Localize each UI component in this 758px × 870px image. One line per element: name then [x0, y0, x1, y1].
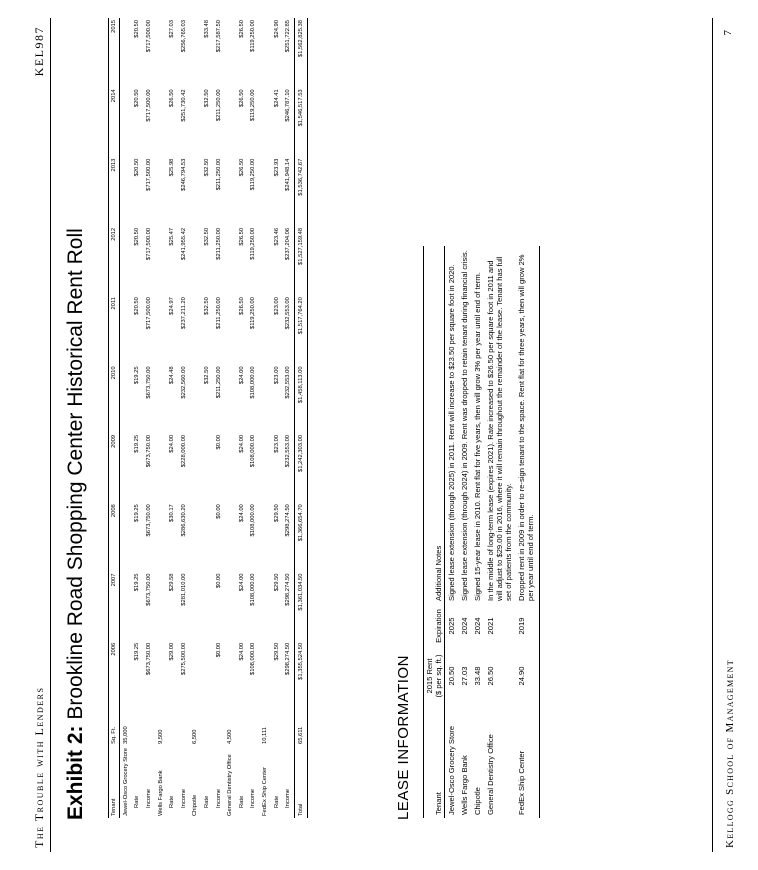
- year-value: $24.00: [238, 504, 245, 522]
- year-value: $24.97: [169, 297, 176, 315]
- table-row: [248, 18, 260, 818]
- year-value: $26.50: [238, 89, 245, 108]
- year-value: $241,955.42: [180, 227, 187, 261]
- lease-info-table: [423, 246, 540, 818]
- year-value: $119,250.00: [250, 227, 257, 260]
- lease-info-header-row: [424, 246, 445, 818]
- year-value: $32.50: [203, 227, 210, 246]
- year-value: [155, 641, 167, 710]
- year-value: [224, 571, 236, 640]
- year-value: [224, 157, 236, 226]
- year-value: [190, 18, 202, 87]
- col-header: 2010: [109, 364, 120, 433]
- year-value: $237,204.06: [285, 227, 292, 261]
- year-value: $211,250.00: [215, 89, 222, 122]
- table-row: [282, 18, 294, 818]
- row-metric-label: Rate: [134, 795, 141, 808]
- lease-expiration: 2024: [473, 617, 482, 635]
- year-value: $23.00: [273, 366, 280, 385]
- year-value: $24.41: [273, 89, 280, 108]
- col-header: 2015: [109, 18, 120, 87]
- year-value: $256,765.03: [180, 20, 187, 53]
- year-value: [224, 18, 236, 87]
- col-header-rent: [424, 648, 445, 704]
- year-value: $23.00: [273, 297, 280, 315]
- table-row: [484, 246, 515, 818]
- col-header: 2009: [109, 433, 120, 502]
- col-header: 2006: [109, 641, 120, 710]
- year-value: $119,250.00: [250, 20, 257, 52]
- year-value: $237,211.20: [180, 297, 187, 329]
- year-value: [259, 18, 271, 87]
- year-value: $24.90: [273, 20, 280, 38]
- year-value: $29.00: [169, 642, 176, 661]
- year-value: [120, 87, 132, 156]
- lease-rent: 27.03: [460, 666, 469, 686]
- square-feet: [271, 710, 283, 746]
- year-value: $32.50: [203, 158, 210, 177]
- year-value: [190, 87, 202, 156]
- rent-roll-table: [108, 18, 308, 818]
- rent-roll-body: [120, 18, 308, 818]
- rent-roll-header-row: [109, 18, 120, 818]
- year-value: [224, 502, 236, 571]
- year-value: $717,500.00: [145, 89, 152, 122]
- year-value: $32.50: [203, 297, 210, 315]
- lease-notes: In the middle of long-term lease (expires 2021). Rate increased to $26.50 per square foot in 2011 and will adjust to $29.00 in 2016, where it will remain throughout the remainder of the lease. Tenant has full set of patients from the community.: [486, 256, 513, 601]
- lease-rent: 20.50: [447, 666, 456, 686]
- year-value: $246,787.10: [285, 89, 292, 122]
- col-header-notes: Additional Notes: [424, 246, 445, 604]
- year-value: $25.47: [169, 227, 176, 246]
- year-value: [155, 364, 167, 433]
- year-value: [155, 571, 167, 640]
- col-header: 2012: [109, 226, 120, 295]
- year-value: [224, 226, 236, 295]
- year-value: $108,000.00: [250, 573, 257, 606]
- lease-rent: 26.50: [486, 666, 495, 686]
- year-value: $1,546,517.53: [294, 87, 307, 156]
- year-value: $0.00: [215, 642, 222, 658]
- footer-rule: [712, 18, 713, 852]
- year-value: $24.00: [238, 434, 245, 453]
- row-metric-label: Rate: [203, 795, 210, 808]
- lease-tenant: FedEx Ship Center: [515, 704, 540, 818]
- year-value: $211,250.00: [215, 227, 222, 260]
- year-value: $27.03: [169, 20, 176, 38]
- year-value: [120, 18, 132, 87]
- year-value: $108,000.00: [250, 504, 257, 537]
- year-value: $246,794.53: [180, 158, 187, 191]
- row-metric-label: Income: [145, 788, 152, 808]
- lease-expiration: 2025: [447, 617, 456, 635]
- year-value: $19.25: [134, 642, 141, 661]
- col-header-expiration: Expiration: [424, 604, 445, 648]
- square-feet: 10,111: [261, 727, 268, 745]
- year-value: [190, 502, 202, 571]
- year-value: [190, 295, 202, 364]
- year-value: [259, 571, 271, 640]
- case-number: KEL987: [32, 26, 46, 77]
- exhibit-title-text: Brookline Road Shopping Center Historical Rent Roll: [64, 228, 87, 720]
- year-value: $24.48: [169, 366, 176, 385]
- tenant-name: FedEx Ship Center: [261, 767, 268, 816]
- year-value: $1,458,113.00: [294, 364, 307, 433]
- square-feet: [143, 710, 155, 746]
- year-value: $29.50: [273, 573, 280, 592]
- table-row: [259, 18, 271, 818]
- col-header: 2013: [109, 157, 120, 226]
- year-value: [259, 87, 271, 156]
- year-value: $19.25: [134, 434, 141, 453]
- lease-expiration: 2021: [486, 617, 495, 635]
- year-value: [120, 502, 132, 571]
- year-value: $24.00: [169, 434, 176, 453]
- year-value: $20.50: [134, 297, 141, 315]
- lease-tenant: General Dentistry Office: [486, 734, 495, 815]
- year-value: $673,750.00: [145, 504, 152, 537]
- year-value: [190, 571, 202, 640]
- lease-tenant: Chipotle: [473, 787, 482, 815]
- table-row: [271, 18, 283, 818]
- table-row: [236, 18, 248, 818]
- square-feet: [282, 710, 294, 746]
- col-header: 2011: [109, 295, 120, 364]
- lease-rent: 33.48: [473, 666, 482, 686]
- tenant-name: Jewel-Osco Grocery Store: [122, 748, 129, 816]
- year-value: $286,630.20: [180, 504, 187, 537]
- year-value: $23.46: [273, 227, 280, 246]
- tenant-name: General Dentistry Office: [227, 754, 234, 816]
- year-value: [259, 641, 271, 710]
- lease-tenant: Jewel-Osco Grocery Store: [447, 725, 456, 815]
- year-value: $26.50: [238, 227, 245, 246]
- year-value: $673,750.00: [145, 366, 152, 399]
- table-row: [201, 18, 213, 818]
- rent-header-line1: 2015 Rent: [425, 658, 434, 694]
- table-row: [471, 246, 484, 818]
- year-value: $19.25: [134, 366, 141, 385]
- table-row: [190, 18, 202, 818]
- year-value: [259, 226, 271, 295]
- row-metric-label: Rate: [169, 795, 176, 808]
- year-value: $241,948.14: [285, 158, 292, 191]
- year-value: $211,250.00: [215, 366, 222, 399]
- year-value: $217,587.50: [215, 20, 222, 53]
- year-value: [190, 641, 202, 710]
- year-value: [155, 226, 167, 295]
- col-header: Sq. Ft.: [109, 710, 120, 746]
- year-value: $19.25: [134, 573, 141, 592]
- year-value: $717,500.00: [145, 158, 152, 191]
- year-value: [155, 87, 167, 156]
- year-value: $20.50: [134, 20, 141, 38]
- year-value: $232,560.00: [180, 366, 187, 399]
- year-value: [201, 502, 213, 571]
- year-value: $23.93: [273, 158, 280, 177]
- year-value: [224, 295, 236, 364]
- year-value: $30.17: [169, 504, 176, 522]
- year-value: $119,250.00: [250, 297, 257, 329]
- year-value: $281,010.00: [180, 573, 187, 606]
- year-value: $298,274.50: [285, 573, 292, 606]
- col-header: 2007: [109, 571, 120, 640]
- lease-tenant: Wells Fargo Bank: [460, 755, 469, 815]
- year-value: [155, 295, 167, 364]
- year-value: [120, 433, 132, 502]
- year-value: $0.00: [215, 573, 222, 588]
- year-value: $1,562,825.38: [294, 18, 307, 87]
- square-feet: 65,611: [294, 710, 307, 746]
- year-value: $211,250.00: [215, 297, 222, 329]
- year-value: $26.50: [238, 297, 245, 315]
- page-number: 7: [722, 30, 734, 36]
- year-value: $0.00: [215, 434, 222, 450]
- year-value: [190, 157, 202, 226]
- year-value: $251,730.42: [180, 89, 187, 122]
- year-value: [120, 641, 132, 710]
- year-value: $1,517,764.20: [294, 295, 307, 364]
- year-value: $298,274.50: [285, 642, 292, 675]
- year-value: $232,553.00: [285, 434, 292, 468]
- year-value: $26.50: [238, 158, 245, 177]
- year-value: $26.50: [238, 20, 245, 38]
- year-value: [201, 433, 213, 502]
- row-metric-label: Income: [215, 788, 222, 808]
- year-value: $251,722.85: [285, 20, 292, 53]
- year-value: $717,500.00: [145, 297, 152, 330]
- year-value: [259, 157, 271, 226]
- square-feet: [213, 710, 225, 746]
- year-value: $232,553.00: [285, 297, 292, 330]
- year-value: $20.50: [134, 158, 141, 177]
- lease-notes: Signed 15-year lease in 2010. Rent flat for five years, then will grow 3% per year until end of term.: [473, 272, 482, 601]
- table-row: [132, 18, 144, 818]
- table-row: [445, 246, 459, 818]
- year-value: $33.48: [203, 20, 210, 38]
- table-row: [166, 18, 178, 818]
- square-feet: [248, 710, 260, 746]
- year-value: $108,000.00: [250, 366, 257, 399]
- square-feet: 4,500: [227, 729, 234, 745]
- header-rule: [50, 18, 51, 852]
- year-value: $1,366,654.70: [294, 502, 307, 571]
- year-value: $108,000.00: [250, 434, 257, 468]
- year-value: $24.00: [238, 366, 245, 385]
- year-value: $298,274.50: [285, 504, 292, 537]
- year-value: $119,250.00: [250, 158, 257, 191]
- year-value: [120, 157, 132, 226]
- year-value: [259, 295, 271, 364]
- row-metric-label: Rate: [273, 795, 280, 808]
- year-value: $25.98: [169, 158, 176, 177]
- year-value: [224, 433, 236, 502]
- year-value: [120, 571, 132, 640]
- footer-school: Kellogg School of Management: [724, 659, 736, 848]
- year-value: $119,250.00: [250, 89, 257, 122]
- year-value: [190, 364, 202, 433]
- lease-info-title: LEASE INFORMATION: [395, 655, 412, 820]
- col-header: Tenant: [109, 746, 120, 818]
- square-feet: 35,000: [122, 726, 129, 745]
- year-value: $228,000.00: [180, 434, 187, 468]
- year-value: $24.00: [238, 573, 245, 592]
- year-value: [155, 18, 167, 87]
- lease-expiration: 2024: [460, 617, 469, 635]
- year-value: [201, 641, 213, 710]
- year-value: [259, 433, 271, 502]
- year-value: $275,500.00: [180, 642, 187, 675]
- year-value: $20.50: [134, 89, 141, 108]
- lease-expiration: 2019: [515, 604, 540, 648]
- table-row: [515, 246, 540, 818]
- year-value: $32.50: [203, 89, 210, 108]
- rent-header-line2: ($ per sq. ft.): [434, 654, 443, 698]
- square-feet: 6,500: [192, 729, 199, 745]
- year-value: $717,500.00: [145, 20, 152, 53]
- year-value: $0.00: [215, 504, 222, 519]
- year-value: $108,000.00: [250, 642, 257, 675]
- year-value: $1,527,159.48: [294, 226, 307, 295]
- year-value: $23.00: [273, 434, 280, 453]
- year-value: [120, 226, 132, 295]
- year-value: $1,355,524.50: [294, 641, 307, 710]
- table-row: [143, 18, 155, 818]
- year-value: $29.50: [273, 504, 280, 522]
- row-metric-label: Income: [250, 788, 257, 808]
- table-row: [155, 18, 167, 818]
- lease-notes: Signed lease extension (through 2025) in 2011. Rent will increase to $23.50 per square foot in 2020.: [447, 264, 456, 601]
- year-value: [224, 87, 236, 156]
- year-value: [259, 502, 271, 571]
- tenant-name: Total: [294, 746, 307, 818]
- year-value: $20.50: [134, 227, 141, 246]
- col-header-tenant: Tenant: [424, 704, 445, 818]
- year-value: $232,553.00: [285, 366, 292, 399]
- year-value: [120, 295, 132, 364]
- square-feet: [178, 710, 190, 746]
- year-value: [190, 433, 202, 502]
- year-value: [155, 157, 167, 226]
- year-value: [259, 364, 271, 433]
- square-feet: 9,500: [157, 729, 164, 745]
- square-feet: [201, 710, 213, 746]
- year-value: $673,750.00: [145, 434, 152, 468]
- table-row: [213, 18, 225, 818]
- year-value: [155, 502, 167, 571]
- table-row: [224, 18, 236, 818]
- col-header: 2014: [109, 87, 120, 156]
- year-value: $24.00: [238, 642, 245, 661]
- lease-notes: Signed lease extension (through 2024) in 2009. Rent was dropped to retain tenant during financial crisis.: [460, 250, 469, 601]
- table-row: [458, 246, 471, 818]
- year-value: [224, 364, 236, 433]
- year-value: [155, 433, 167, 502]
- tenant-name: Wells Fargo Bank: [157, 770, 164, 816]
- exhibit-title: [64, 228, 88, 820]
- row-metric-label: Income: [285, 788, 292, 808]
- year-value: $26.50: [169, 89, 176, 108]
- table-row: [120, 18, 132, 818]
- year-value: $717,500.00: [145, 227, 152, 261]
- year-value: $29.50: [273, 642, 280, 661]
- running-header-title: The Trouble with Lenders: [32, 686, 46, 848]
- tenant-name: Chipotle: [192, 794, 199, 816]
- year-value: $673,750.00: [145, 642, 152, 675]
- year-value: [120, 364, 132, 433]
- year-value: $29.58: [169, 573, 176, 592]
- square-feet: [132, 710, 144, 746]
- year-value: [201, 571, 213, 640]
- square-feet: [236, 710, 248, 746]
- exhibit-label: Exhibit 2:: [64, 725, 87, 820]
- lease-rent: 24.90: [515, 648, 540, 704]
- year-value: $211,250.00: [215, 158, 222, 191]
- year-value: $1,242,303.00: [294, 433, 307, 502]
- table-row: [178, 18, 190, 818]
- year-value: $32.50: [203, 366, 210, 385]
- col-header: 2008: [109, 502, 120, 571]
- year-value: $673,750.00: [145, 573, 152, 606]
- row-metric-label: Rate: [238, 795, 245, 808]
- square-feet: [166, 710, 178, 746]
- year-value: $1,361,034.50: [294, 571, 307, 640]
- lease-notes: Dropped rent in 2009 in order to re-sign tenant to the space. Rent flat for three years, then will grow 2% per year until end of term.: [515, 246, 540, 604]
- total-row: [294, 18, 307, 818]
- year-value: [224, 641, 236, 710]
- row-metric-label: Income: [180, 788, 187, 808]
- year-value: $19.25: [134, 504, 141, 522]
- year-value: [190, 226, 202, 295]
- year-value: $1,536,742.67: [294, 157, 307, 226]
